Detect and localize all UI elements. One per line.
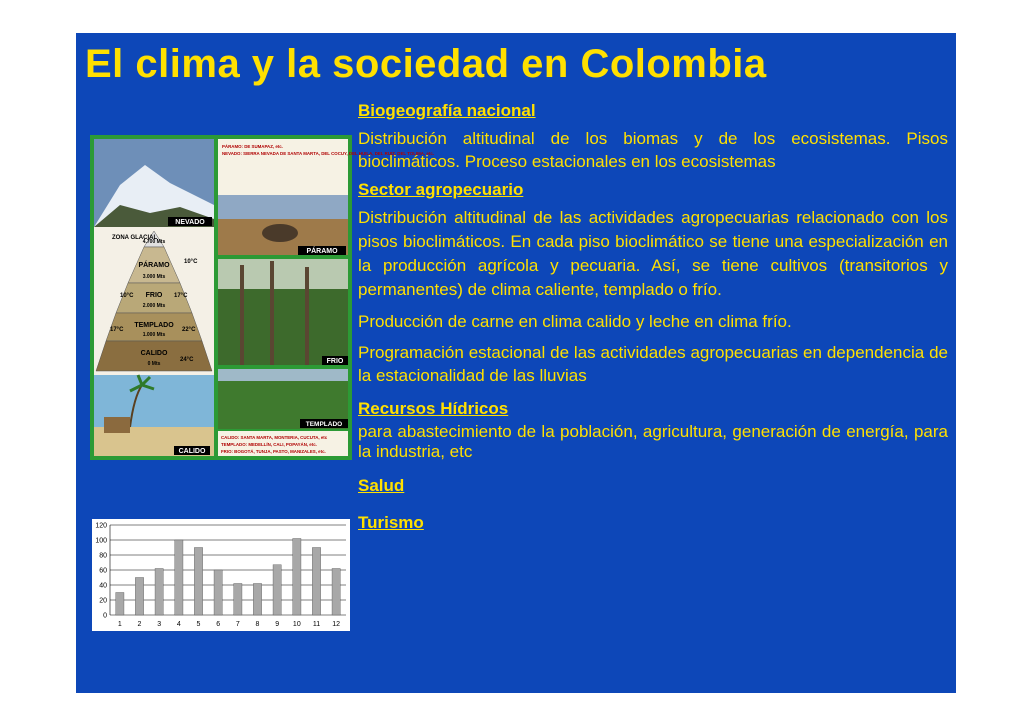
label-templado-photo: TEMPLADO: [305, 421, 343, 428]
text-recursos-hidricos: para abastecimiento de la población, agricultura, generación de energía, para la industria, etc: [358, 422, 948, 461]
heading-salud: Salud: [358, 476, 405, 495]
svg-text:22°C: 22°C: [182, 327, 196, 333]
slide: [76, 33, 956, 693]
label-paramo: PÁRAMO: [138, 262, 170, 269]
bar-6: [214, 570, 222, 615]
x-tick-label: 3: [157, 621, 162, 628]
label-calido-photo: CALIDO: [178, 448, 206, 455]
label-nevado: NEVADO: [175, 219, 205, 226]
bar-1: [116, 593, 124, 616]
bar-8: [253, 584, 261, 616]
label-calido: CALIDO: [140, 350, 168, 357]
x-tick-label: 11: [312, 621, 321, 628]
bar-3: [155, 569, 163, 616]
svg-text:PÁRAMO: DE SUMAPAZ, etc.: PÁRAMO: DE SUMAPAZ, etc.: [222, 144, 283, 149]
text-agropecuario-3: Programación estacional de las actividades agropecuarias en dependencia de la estacionalidad de las lluvias: [358, 343, 948, 385]
text-agropecuario-2: Producción de carne en clima calido y leche en clima frío.: [358, 312, 792, 331]
x-tick-label: 6: [216, 621, 221, 628]
svg-text:17°C: 17°C: [110, 327, 124, 333]
svg-text:17°C: 17°C: [174, 293, 188, 299]
label-frio-photo: FRIO: [326, 358, 344, 365]
bar-10: [293, 539, 301, 616]
heading-turismo: Turismo: [358, 513, 424, 532]
svg-text:3.000 Mts: 3.000 Mts: [142, 274, 166, 280]
label-zona-glacial: ZONA GLACIAL: [112, 235, 158, 241]
svg-text:2.000 Mts: 2.000 Mts: [142, 303, 166, 309]
x-tick-label: 5: [196, 621, 201, 628]
rainfall-chart-svg: [92, 519, 350, 631]
y-tick-label: 120: [95, 522, 107, 530]
svg-text:24°C: 24°C: [180, 357, 194, 363]
bar-2: [135, 578, 143, 616]
y-tick-label: 60: [99, 567, 107, 575]
x-tick-label: 8: [255, 621, 260, 628]
text-biogeografia: Distribución altitudinal de los biomas y de los ecosistemas. Pisos bioclimáticos. Proceso estacionales en los ecosistemas: [358, 129, 948, 171]
bar-9: [273, 565, 281, 615]
bar-7: [234, 584, 242, 616]
svg-text:10°C: 10°C: [184, 259, 198, 265]
bar-12: [332, 569, 340, 616]
svg-text:10°C: 10°C: [120, 293, 134, 299]
slide-title: El clima y la sociedad en Colombia: [85, 42, 767, 86]
svg-text:TEMPLADO: MEDELLÍN, CALI, POPA: TEMPLADO: MEDELLÍN, CALI, POPAYÁN, etc.: [221, 442, 317, 447]
heading-recursos-hidricos: Recursos Hídricos: [358, 399, 509, 418]
svg-text:NEVADO: SIERRA NEVADA DE SANTA: NEVADO: SIERRA NEVADA DE SANTA MARTA, DEL COCUY, DEL HUILA, DEL RUIZ, DEL TOLIMA, etc.: [222, 151, 434, 156]
x-tick-label: 12: [332, 621, 341, 628]
svg-text:4.700 Mts: 4.700 Mts: [142, 239, 166, 245]
bar-5: [194, 548, 202, 616]
y-tick-label: 40: [99, 582, 107, 590]
label-templado: TEMPLADO: [134, 322, 174, 329]
bar-11: [312, 548, 320, 616]
label-frio: FRIO: [145, 292, 163, 299]
svg-text:1.000 Mts: 1.000 Mts: [142, 332, 166, 338]
x-tick-label: 4: [176, 621, 181, 628]
content-column: [358, 99, 948, 534]
y-tick-label: 20: [99, 597, 107, 605]
y-tick-label: 80: [99, 552, 107, 560]
y-tick-label: 0: [103, 612, 107, 620]
svg-text:FRIO: BOGOTÁ, TUNJA, PASTO, MA: FRIO: BOGOTÁ, TUNJA, PASTO, MANIZALES, etc.: [221, 449, 326, 454]
bar-4: [175, 540, 183, 615]
x-tick-label: 2: [137, 621, 142, 628]
y-tick-label: 100: [95, 537, 107, 545]
rainfall-chart: [92, 519, 350, 631]
label-paramo-photo: PÁRAMO: [306, 248, 338, 255]
svg-text:CALIDO: SANTA MARTA, MONTERIA,: CALIDO: SANTA MARTA, MONTERIA, CUCUTA, etc: [221, 435, 328, 440]
heading-biogeografia: Biogeografía nacional: [358, 101, 536, 120]
x-tick-label: 1: [117, 621, 122, 628]
x-tick-label: 7: [235, 621, 240, 628]
text-agropecuario-1: Distribución altitudinal de las actividades agropecuarias relacionado con los pisos bioclimáticos. En cada piso bioclimático se tiene una especialización en la producción agrícola y pecuaria. Así, se tiene cultivos (transitorios y permanentes) de clima caliente, templado o frío.: [358, 208, 948, 299]
x-tick-label: 10: [292, 621, 301, 628]
x-tick-label: 9: [275, 621, 280, 628]
heading-sector-agropecuario: Sector agropecuario: [358, 180, 524, 199]
svg-text:0 Mts: 0 Mts: [147, 361, 161, 367]
